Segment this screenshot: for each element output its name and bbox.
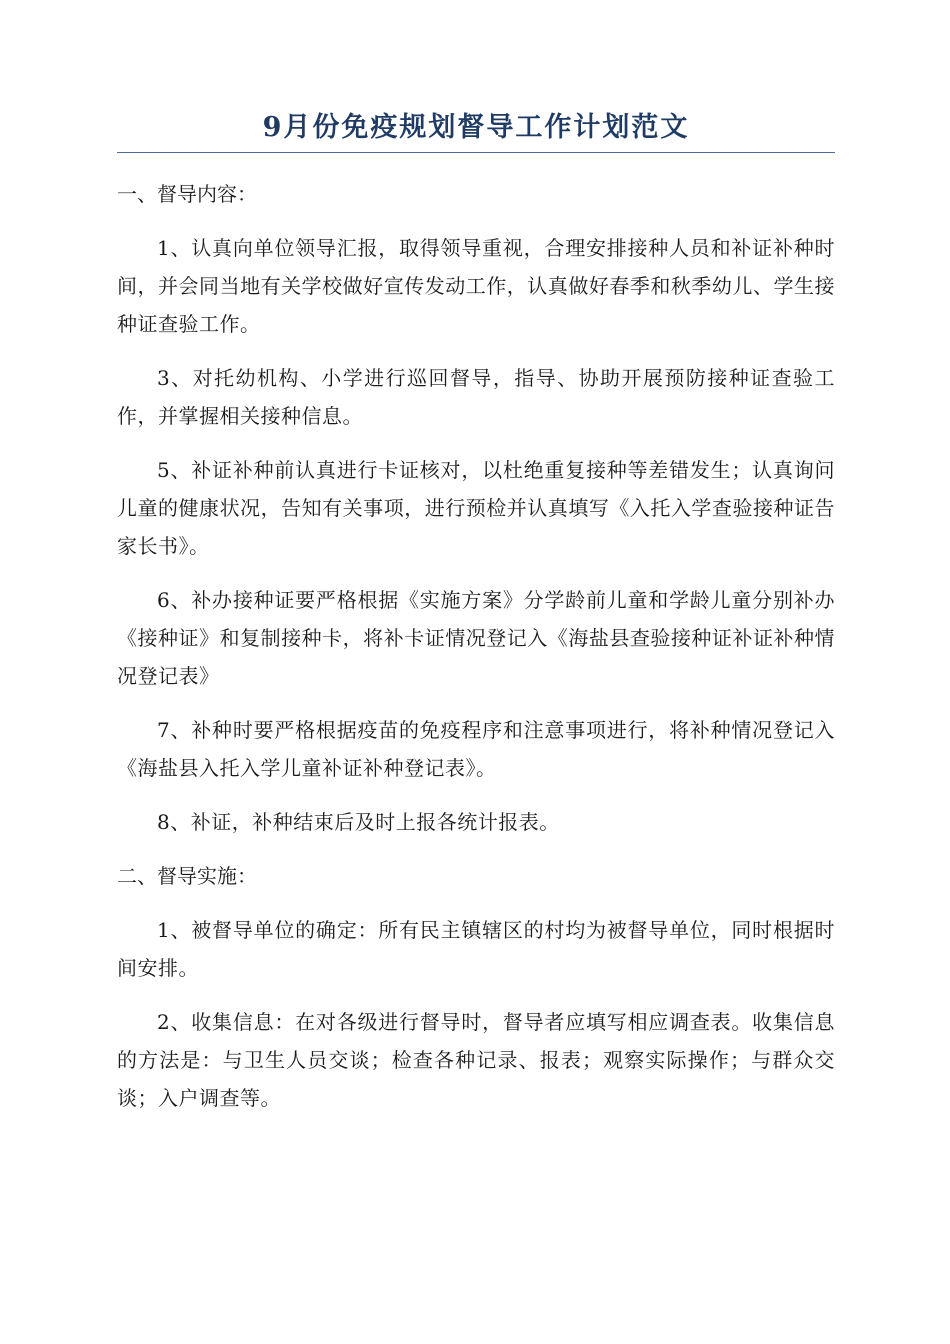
paragraph: 1、认真向单位领导汇报，取得领导重视，合理安排接种人员和补证补种时间，并会同当地有关学校做好宣传发动工作，认真做好春季和秋季幼儿、学生接种证查验工作。 (117, 236, 835, 336)
paragraph: 6、补办接种证要严格根据《实施方案》分学龄前儿童和学龄儿童分别补办《接种证》和复制接种卡，将补卡证情况登记入《海盐县查验接种证补证补种情况登记表》 (117, 588, 835, 688)
paragraph: 1、被督导单位的确定：所有民主镇辖区的村均为被督导单位，同时根据时间安排。 (117, 918, 835, 980)
document-title: 9月份免疫规划督导工作计划范文 (117, 108, 835, 153)
paragraph: 7、补种时要严格根据疫苗的免疫程序和注意事项进行，将补种情况登记入《海盐县入托入学儿童补证补种登记表》。 (117, 718, 835, 780)
document-page (117, 108, 835, 1133)
section-supervision-content (117, 175, 835, 841)
paragraph: 2、收集信息：在对各级进行督导时，督导者应填写相应调查表。收集信息的方法是：与卫生人员交谈；检查各种记录、报表；观察实际操作；与群众交谈；入户调查等。 (117, 1010, 835, 1110)
section-heading: 一、督导内容： (117, 182, 257, 206)
paragraph: 5、补证补种前认真进行卡证核对，以杜绝重复接种等差错发生；认真询问儿童的健康状况，告知有关事项，进行预检并认真填写《入托入学查验接种证告家长书》。 (117, 458, 835, 558)
document-body (117, 175, 835, 1117)
paragraph: 3、对托幼机构、小学进行巡回督导，指导、协助开展预防接种证查验工作，并掌握相关接种信息。 (117, 366, 835, 428)
paragraph: 8、补证，补种结束后及时上报各统计报表。 (157, 810, 560, 834)
section-supervision-implementation (117, 857, 835, 1117)
section-heading: 二、督导实施： (117, 864, 257, 888)
